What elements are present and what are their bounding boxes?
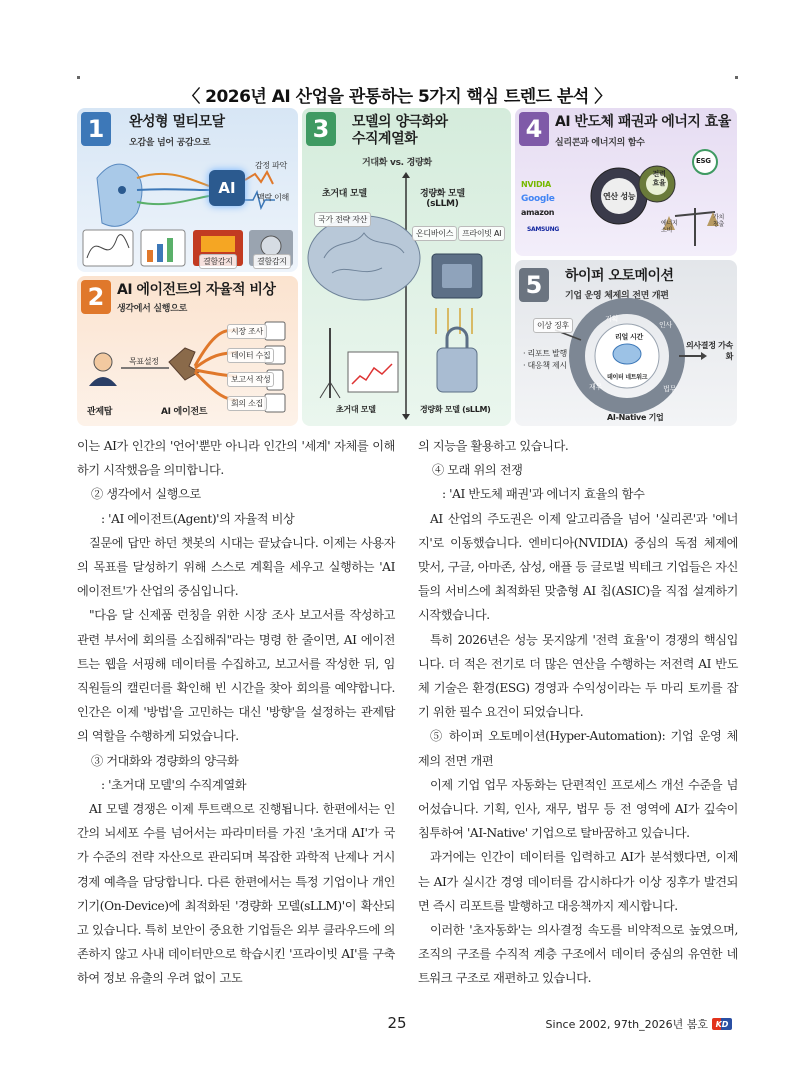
label-anomaly: 이상 징후 — [533, 318, 573, 333]
panel-heading: 모델의 양극화와 수직계열화 — [352, 114, 448, 147]
label-decision: 의사결정 가속화 — [685, 341, 733, 361]
panel-number: 2 — [81, 280, 111, 314]
right-column — [418, 434, 738, 991]
left-paragraph: : 'AI 에이전트(Agent)'의 자율적 비상 — [101, 511, 295, 526]
label-defect-1: 결함감지 — [199, 254, 237, 269]
label-large-model-foot: 초거대 모델 — [336, 405, 376, 414]
right-paragraph: 과거에는 인간이 데이터를 입력하고 AI가 분석했다면, 이제는 AI가 실시간 경영 데이터를 감시하다가 이상 징후가 발견되면 즉시 리포트를 발행하고 대응책까지 제시합니다. — [418, 850, 738, 913]
left-paragraph: ② 생각에서 실행으로 — [91, 487, 201, 502]
model-illustration — [302, 108, 511, 426]
panel-subheading: 생각에서 실행으로 — [117, 304, 187, 314]
panel-heading: 완성형 멀티모달 — [129, 114, 225, 130]
footer-edition — [546, 1016, 732, 1032]
panel-heading: AI 반도체 패권과 에너지 효율 — [555, 114, 731, 130]
panel-heading: AI 에이전트의 자율적 비상 — [117, 282, 276, 298]
multimodal-illustration — [77, 108, 298, 272]
right-paragraph: ⑤ 하이퍼 오토메이션(Hyper-Automation): 기업 운영 체제의 전면 개편 — [418, 729, 738, 768]
page-number: 25 — [387, 1014, 407, 1032]
label-control-tower: 관제탑 — [87, 407, 113, 417]
panel-ai-agent — [77, 276, 298, 426]
panel-number: 1 — [81, 112, 111, 146]
label-ai-agent: AI 에이전트 — [161, 407, 208, 417]
left-paragraph: ③ 거대화와 경량화의 양극화 — [91, 753, 239, 768]
trend-infographic — [77, 108, 737, 426]
publisher-logo: KD — [712, 1018, 732, 1030]
label-slm-head: 경량화 모델 (sLLM) — [420, 189, 465, 209]
page-title: 〈 2026년 AI 산업을 관통하는 5가지 핵심 트렌드 분석 〉 — [183, 87, 611, 107]
label-power-eff: 전력 효율 — [652, 170, 666, 187]
label-esg: ESG — [696, 157, 711, 165]
label-private-ai: 프라이빗 AI — [458, 226, 505, 241]
left-paragraph: : '초거대 모델'의 수직계열화 — [101, 777, 247, 792]
label-market-research: 시장 조사 — [227, 324, 267, 339]
right-paragraph: 이제 기업 업무 자동화는 단편적인 프로세스 개선 수준을 넘어섰습니다. 기획, 인사, 재무, 법무 등 전 영역에 AI가 깊숙이 침투하여 'AI-Native' 기업으로 탈바꿈하고 있습니다. — [418, 777, 738, 841]
panel-subheading: 기업 운영 체제의 전면 개편 — [565, 291, 669, 301]
ring-planning: 기획 — [605, 315, 618, 323]
panel-hyper-automation — [515, 260, 737, 426]
panel-multimodal — [77, 108, 298, 272]
label-on-device: 온디바이스 — [412, 226, 457, 241]
ring-hr: 인사 — [659, 321, 672, 329]
panel-subheading: 거대화 vs. 경량화 — [362, 158, 432, 168]
label-realtime: 리얼 시간 — [615, 333, 643, 341]
label-goal-setting: 목표설정 — [129, 357, 159, 366]
edition-text: Since 2002, 97th_2026년 봄호 — [545, 1018, 708, 1031]
left-paragraph: 이는 AI가 인간의 '언어'뿐만 아니라 인간의 '세계' 자체를 이해하기 시작했음을 의미합니다. — [77, 439, 395, 478]
label-defect-2: 결함감지 — [253, 254, 291, 269]
label-national-asset: 국가 전략 자산 — [314, 212, 371, 227]
panel-heading: 하이퍼 오토메이션 — [565, 268, 674, 284]
label-report-write: 보고서 작성 — [227, 372, 274, 387]
label-ai-native: AI-Native 기업 — [607, 413, 664, 422]
panel-subheading: 오감을 넘어 공감으로 — [129, 138, 211, 148]
right-paragraph: ④ 모래 위의 전쟁 — [432, 463, 523, 478]
panel-number: 4 — [519, 112, 549, 146]
corner-mark-left — [77, 76, 80, 79]
label-value: 가치 창출 — [713, 214, 724, 228]
ring-finance: 재무 — [589, 383, 602, 391]
panel-semiconductor — [515, 108, 737, 256]
brand-amazon: amazon — [521, 208, 555, 217]
left-paragraph: 질문에 답만 하던 챗봇의 시대는 끝났습니다. 이제는 사용자의 목표를 달성하기 위해 스스로 계획을 세우고 실행하는 'AI 에이전트'가 산업의 중심입니다. — [77, 535, 395, 599]
label-report-issue: · 리포트 발행 — [523, 349, 567, 358]
brand-google: Google — [521, 194, 555, 204]
panel-model-polarization — [302, 108, 511, 426]
label-context: 맥락 이해 — [257, 193, 289, 202]
left-paragraph: "다음 달 신제품 런칭을 위한 시장 조사 보고서를 작성하고 관련 부서에 회의를 소집해줘"라는 명령 한 줄이면, AI 에이전트는 웹을 서핑해 데이터를 수집하고, 보고서를 작성한 뒤, 임직원들의 캘린더를 확인해 빈 시간을 찾아 회의를 예약합니다. 인간은 이제 '방법'을 고민하는 대신 '방향'을 설정하는 관제탑의 역할을 수행하게 되었습니다. — [77, 608, 395, 744]
brand-nvidia: NVIDIA — [521, 180, 551, 189]
panel-number: 3 — [306, 112, 336, 146]
ring-legal: 법무 — [663, 385, 676, 393]
left-column — [77, 434, 395, 991]
right-paragraph: 이러한 '초자동화'는 의사결정 속도를 비약적으로 높였으며, 조직의 구조를 수직적 계층 구조에서 데이터 중심의 유연한 네트워크 구조로 재편하고 있습니다. — [418, 923, 738, 986]
right-paragraph: AI 산업의 주도권은 이제 알고리즘을 넘어 '실리콘'과 '에너지'로 이동했습니다. 엔비디아(NVIDIA) 중심의 독점 체제에 맞서, 구글, 아마존, 삼성, 애플 등 글로벌 빅테크 기업들은 자신들의 서비스에 최적화된 맞춤형 AI 칩(ASIC)을 직접 설계하기 시작했습니다. — [418, 511, 738, 623]
label-emotion: 감정 파악 — [255, 161, 287, 170]
right-paragraph: : 'AI 반도체 패권'과 에너지 효율의 함수 — [442, 487, 645, 502]
label-compute: 연산 성능 — [603, 192, 636, 201]
panel-subheading: 실리콘과 에너지의 함수 — [555, 138, 645, 148]
label-response: · 대응책 제시 — [523, 361, 567, 370]
panel-number: 5 — [519, 268, 549, 302]
label-slm-foot: 경량화 모델 (sLLM) — [420, 405, 491, 414]
right-paragraph: 의 지능을 활용하고 있습니다. — [418, 439, 569, 453]
corner-mark-right — [735, 76, 738, 79]
ai-chip-icon: AI — [209, 170, 245, 206]
label-data-collect: 데이터 수집 — [227, 348, 274, 363]
left-paragraph: AI 모델 경쟁은 이제 투트랙으로 진행됩니다. 한편에서는 인간의 뇌세포 수를 넘어서는 파라미터를 가진 '초거대 AI'가 국가 수준의 전략 자산으로 관리되며 복잡한 과학적 난제나 거시경제 예측을 담당합니다. 다른 한편에서는 특정 기업이나 개인 기기(On-Device)에 최적화된 '경량화 모델(sLLM)'이 확산되고 있습니다. 특히 보안이 중요한 기업들은 외부 클라우드에 의존하지 않고 사내 데이터만으로 학습시킨 '프라이빗 AI'를 구축하여 정보 유출의 우려 없이 고도 — [77, 802, 395, 986]
label-meeting-call: 회의 소집 — [227, 396, 267, 411]
right-paragraph: 특히 2026년은 성능 못지않게 '전력 효율'이 경쟁의 핵심입니다. 더 적은 전기로 더 많은 연산을 수행하는 저전력 AI 반도체 기술은 환경(ESG) 경영과 수익성이라는 두 마리 토끼를 잡기 위한 필수 요건이 되었습니다. — [418, 632, 738, 720]
label-data-network: 데이터 네트워크 — [607, 374, 648, 381]
label-energy: 에너지 소비 — [661, 220, 678, 234]
label-large-model-head: 초거대 모델 — [322, 189, 367, 199]
brand-samsung: SAMSUNG — [527, 226, 559, 233]
